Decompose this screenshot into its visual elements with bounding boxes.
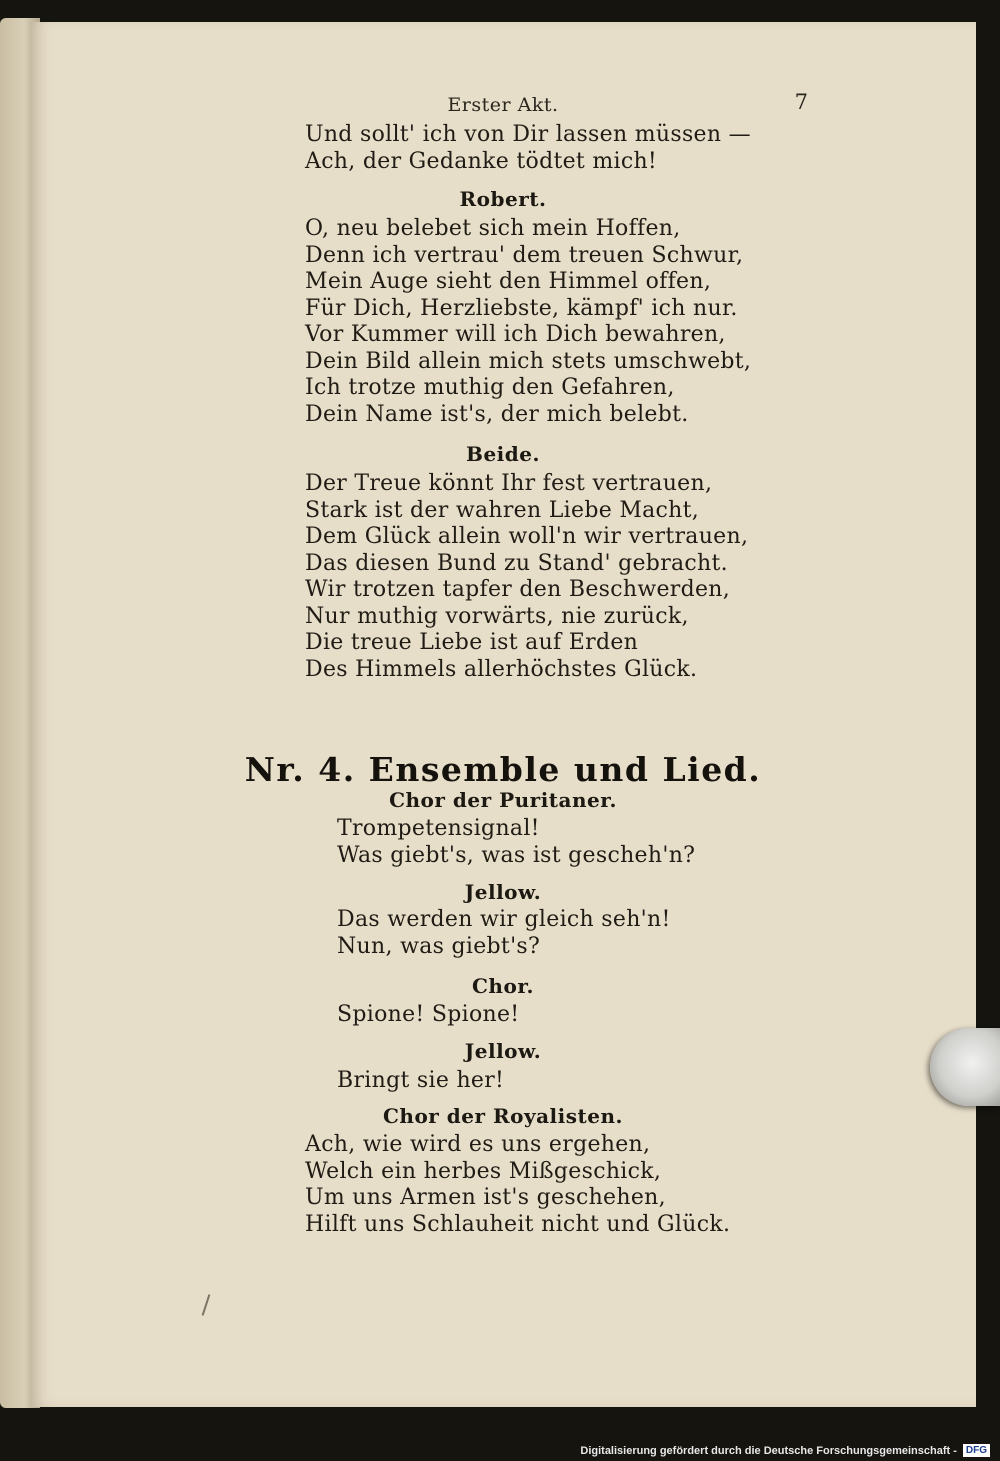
verse-line: Das diesen Bund zu Stand' gebracht.	[305, 550, 728, 576]
verse-line: Nur muthig vorwärts, nie zurück,	[305, 603, 689, 629]
verse-line: Die treue Liebe ist auf Erden	[305, 630, 639, 655]
verse-line: Was giebt's, was ist gescheh'n?	[337, 842, 696, 868]
verse-line: Ich trotze muthig den Gefahren,	[305, 375, 675, 400]
running-head: Erster Akt.	[447, 94, 559, 116]
verse-line: Hilft uns Schlauheit nicht und Glück.	[305, 1211, 731, 1237]
verse-line: Nun, was giebt's?	[337, 933, 541, 959]
verse-line: Wir trotzen tapfer den Beschwerden,	[305, 577, 731, 602]
speaker-heading-beide: Beide.	[466, 442, 540, 466]
verse-line: Trompetensignal!	[337, 816, 540, 841]
verse-line: Mein Auge sieht den Himmel offen,	[305, 269, 712, 294]
verse-block-beide	[305, 471, 748, 683]
section-title: Nr. 4. Ensemble und Lied.	[244, 750, 762, 789]
verse-line: Das werden wir gleich seh'n!	[337, 907, 671, 932]
credit-text: Digitalisierung gefördert durch die Deutsche Forschungsgemeinschaft -	[580, 1444, 957, 1457]
verse-line: Dein Bild allein mich stets umschwebt,	[305, 348, 752, 374]
verse-block-chor-puritaner	[337, 816, 695, 869]
verse-block-chor-royalisten	[305, 1132, 730, 1238]
speaker-heading-jellow: Jellow.	[464, 1039, 542, 1063]
verse-line: Bringt sie her!	[337, 1068, 505, 1093]
verse-line: Vor Kummer will ich Dich bewahren,	[305, 322, 726, 347]
book-page	[30, 22, 976, 1407]
verse-block-jellow	[337, 907, 671, 960]
page-clip	[930, 1028, 1000, 1106]
verse-line: Dein Name ist's, der mich belebt.	[305, 401, 689, 427]
verse-line: Um uns Armen ist's geschehen,	[305, 1185, 666, 1210]
speaker-heading-chor-puritaner: Chor der Puritaner.	[389, 788, 617, 812]
verse-block-robert	[305, 216, 751, 428]
digitization-credit	[580, 1444, 990, 1457]
verse-block-chor	[337, 1002, 519, 1029]
verse-line: Welch ein herbes Mißgeschick,	[305, 1158, 662, 1184]
pencil-mark	[202, 1294, 211, 1316]
verse-block-jellow	[337, 1068, 504, 1095]
verse-line: Der Treue könnt Ihr fest vertrauen,	[305, 471, 713, 496]
verse-line: Stark ist der wahren Liebe Macht,	[305, 497, 700, 523]
verse-block-top	[305, 122, 751, 175]
verse-line: Denn ich vertrau' dem treuen Schwur,	[305, 242, 744, 268]
speaker-heading-chor: Chor.	[472, 974, 534, 998]
speaker-heading-robert: Robert.	[459, 187, 547, 211]
verse-line: O, neu belebet sich mein Hoffen,	[305, 216, 681, 241]
verse-line: Für Dich, Herzliebste, kämpf' ich nur.	[305, 295, 738, 321]
verse-line: Dem Glück allein woll'n wir vertrauen,	[305, 524, 749, 549]
verse-line: Spione! Spione!	[337, 1002, 520, 1027]
verse-line: Und sollt' ich von Dir lassen müssen —	[305, 122, 751, 147]
page-number: 7	[794, 90, 808, 114]
verse-line: Des Himmels allerhöchstes Glück.	[305, 656, 698, 682]
verse-line: Ach, der Gedanke tödtet mich!	[305, 148, 658, 174]
verse-line: Ach, wie wird es uns ergehen,	[305, 1132, 651, 1157]
speaker-heading-chor-royalisten: Chor der Royalisten.	[383, 1104, 623, 1128]
dfg-logo-icon: DFG	[963, 1444, 990, 1457]
speaker-heading-jellow: Jellow.	[464, 880, 542, 904]
